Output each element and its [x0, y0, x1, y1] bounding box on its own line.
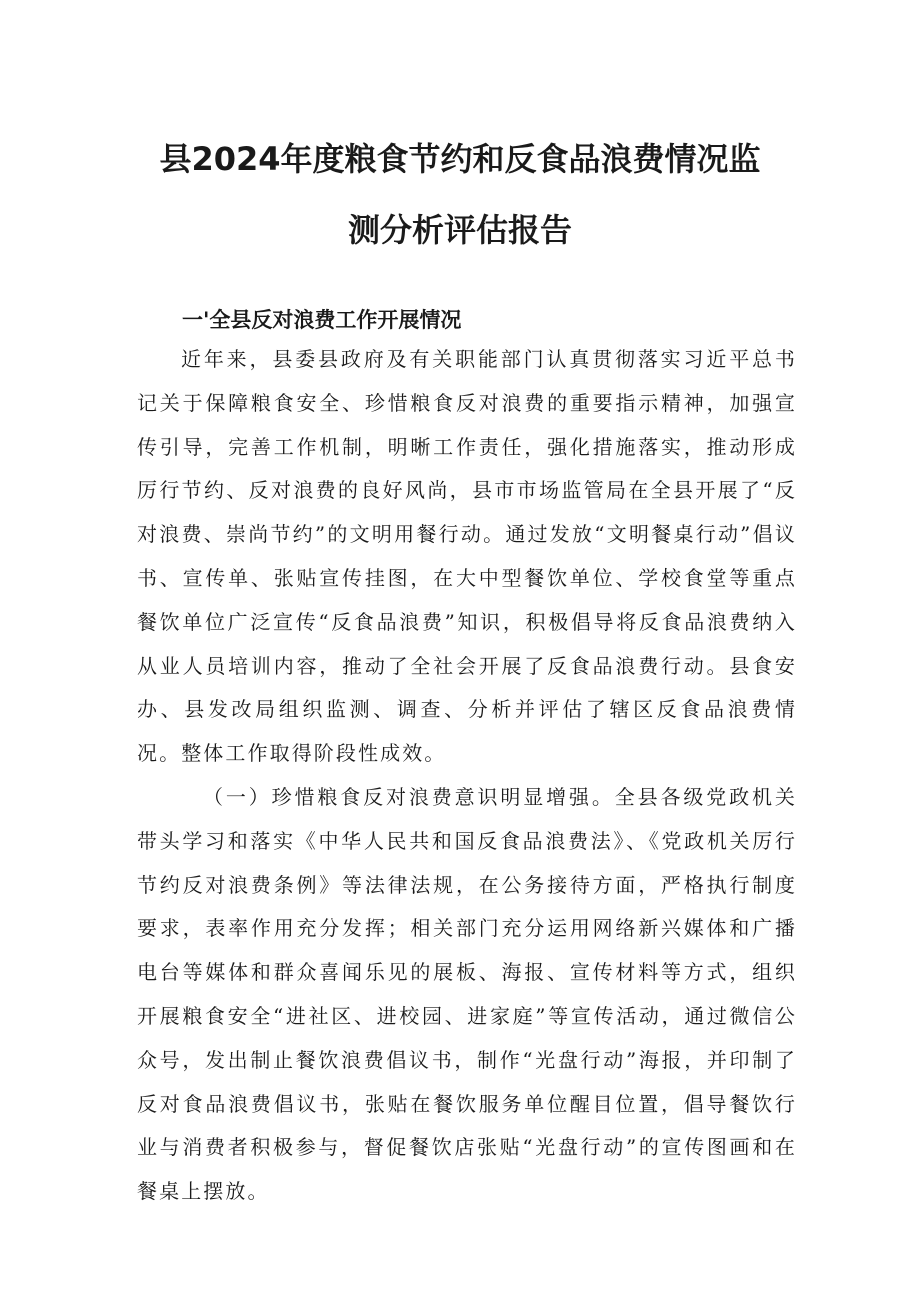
section-heading-1: 一'全县反对浪费工作开展情况 [182, 308, 462, 332]
paragraph-2: （一）珍惜粮食反对浪费意识明显增强。全县各级党政机关带头学习和落实《中华人民共和国反食品浪费法》、《党政机关厉行节约反对浪费条例》等法律法规，在公务接待方面，严格执行制度要求，表率作用充分发挥；相关部门充分运用网络新兴媒体和广播电台等媒体和群众喜闻乐见的展板、海报、宣传材料等方式，组织开展粮食安全“进社区、进校园、进家庭”等宣传活动，通过微信公众号，发出制止餐饮浪费倡议书，制作“光盘行动”海报，并印制了反对食品浪费倡议书，张贴在餐饮服务单位醒目位置，倡导餐饮行业与消费者积极参与，督促餐饮店张贴“光盘行动”的宣传图画和在餐桌上摆放。 [137, 785, 797, 1204]
document-title-line-2: 测分析评估报告 [347, 211, 572, 249]
paragraph-1: 近年来，县委县政府及有关职能部门认真贯彻落实习近平总书记关于保障粮食安全、珍惜粮食反对浪费的重要指示精神，加强宣传引导，完善工作机制，明晰工作责任，强化措施落实，推动形成厉行节约、反对浪费的良好风尚，县市市场监管局在全县开展了“反对浪费、崇尚节约”的文明用餐行动。通过发放“文明餐桌行动”倡议书、宣传单、张贴宣传挂图，在大中型餐饮单位、学校食堂等重点餐饮单位广泛宣传“反食品浪费”知识，积极倡导将反食品浪费纳入从业人员培训内容，推动了全社会开展了反食品浪费行动。县食安办、县发改局组织监测、调查、分析并评估了辖区反食品浪费情况。整体工作取得阶段性成效。 [137, 347, 797, 766]
document-title-line-1: 县2024年度粮食节约和反食品浪费情况监 [159, 140, 761, 178]
